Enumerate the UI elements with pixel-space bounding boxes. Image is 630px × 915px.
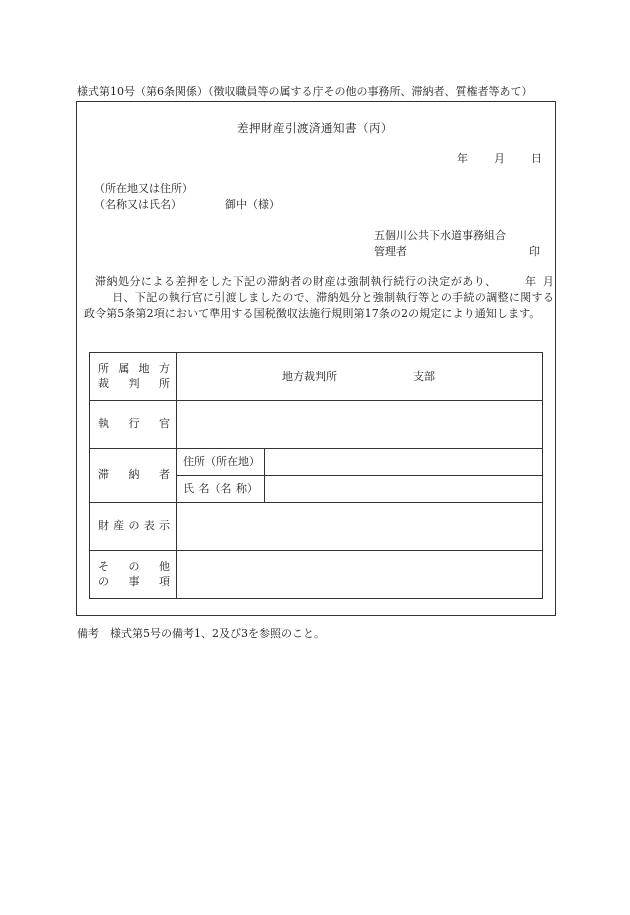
court-label-char: 方 — [158, 361, 170, 375]
property-label-char: 財 — [98, 519, 109, 533]
court-label-char: 判 — [128, 376, 140, 390]
row-property — [90, 503, 543, 551]
body-part2: 日、下記の執行官に引渡しましたので、滞納処分と強制執行等との手続の調整に関する政令第5条第2項において準用する国税徴収法施行規則第17条の2の規定により通知します。 — [84, 291, 554, 320]
document-title: 差押財産引渡済通知書（丙） — [237, 121, 393, 135]
body-part1: 滞納処分による差押をした下記の滞納者の財産は強制執行続行の決定があり、 — [95, 275, 497, 288]
property-label — [90, 503, 177, 551]
notice-body — [84, 274, 554, 322]
address-value-cell[interactable] — [265, 449, 543, 476]
detail-table — [89, 352, 543, 599]
court-label-char: 裁 — [98, 376, 109, 390]
other-label-char: 他 — [159, 559, 170, 573]
address-label: 住所（所在地） — [177, 449, 265, 476]
date-line — [457, 152, 542, 167]
name-label — [177, 476, 265, 503]
sender-organization: 五個川公共下水道事務組合 — [374, 229, 506, 242]
name-label-char: 名（名 — [198, 481, 232, 495]
property-value-cell[interactable] — [177, 503, 543, 551]
court-label-char: 所 — [159, 376, 170, 390]
seal-mark: 印 — [529, 245, 540, 258]
other-label-char: そ — [98, 559, 109, 573]
date-year: 年 — [457, 152, 468, 165]
row-other — [90, 551, 543, 599]
addressee-honorific: 御中（様） — [225, 198, 280, 211]
body-month: 月 — [542, 275, 554, 288]
property-label-char: の — [128, 519, 140, 533]
court-district: 地方裁判所 — [282, 370, 337, 383]
court-branch: 支部 — [413, 370, 435, 383]
row-court — [90, 353, 543, 401]
court-label-char: 属 — [118, 361, 130, 375]
officer-label-char: 執 — [98, 417, 109, 431]
delinquent-label-char: 滞 — [98, 468, 109, 482]
court-label — [90, 353, 177, 401]
row-delinquent-address — [90, 449, 543, 476]
delinquent-label-char: 者 — [159, 468, 170, 482]
court-value-cell[interactable] — [177, 353, 543, 401]
other-label-char: の — [128, 559, 140, 573]
other-label-char: の — [98, 574, 109, 588]
delinquent-label-char: 納 — [128, 468, 140, 482]
court-label-char: 所 — [98, 361, 109, 375]
date-month: 月 — [494, 152, 505, 165]
other-value-cell[interactable] — [177, 551, 543, 599]
officer-label — [90, 401, 177, 449]
addressee-name-label: （名称又は氏名） — [94, 198, 182, 211]
addressee-location-label: （所在地又は住所） — [94, 182, 193, 195]
delinquent-label — [90, 449, 177, 503]
court-label-char: 地 — [138, 361, 150, 375]
date-day: 日 — [531, 152, 542, 165]
name-value-cell[interactable] — [265, 476, 543, 503]
officer-value-cell[interactable] — [177, 401, 543, 449]
form-header: 様式第10号（第6条関係）（徴収職員等の属する庁その他の事務所、滞納者、質権者等あて） — [77, 85, 533, 98]
other-label — [90, 551, 177, 599]
property-label-char: 示 — [159, 519, 170, 533]
name-label-char: 氏 — [183, 481, 194, 495]
officer-label-char: 行 — [128, 417, 140, 431]
name-label-char: 称） — [236, 481, 258, 495]
property-label-char: 表 — [143, 519, 155, 533]
officer-label-char: 官 — [159, 417, 170, 431]
property-label-char: 産 — [113, 519, 125, 533]
body-year: 年 — [524, 275, 537, 288]
remarks: 備考 様式第5号の備考1、2及び3を参照のこと。 — [77, 627, 325, 640]
sender-title: 管理者 — [374, 245, 407, 258]
row-officer — [90, 401, 543, 449]
other-label-char: 項 — [159, 574, 170, 588]
other-label-char: 事 — [128, 574, 140, 588]
